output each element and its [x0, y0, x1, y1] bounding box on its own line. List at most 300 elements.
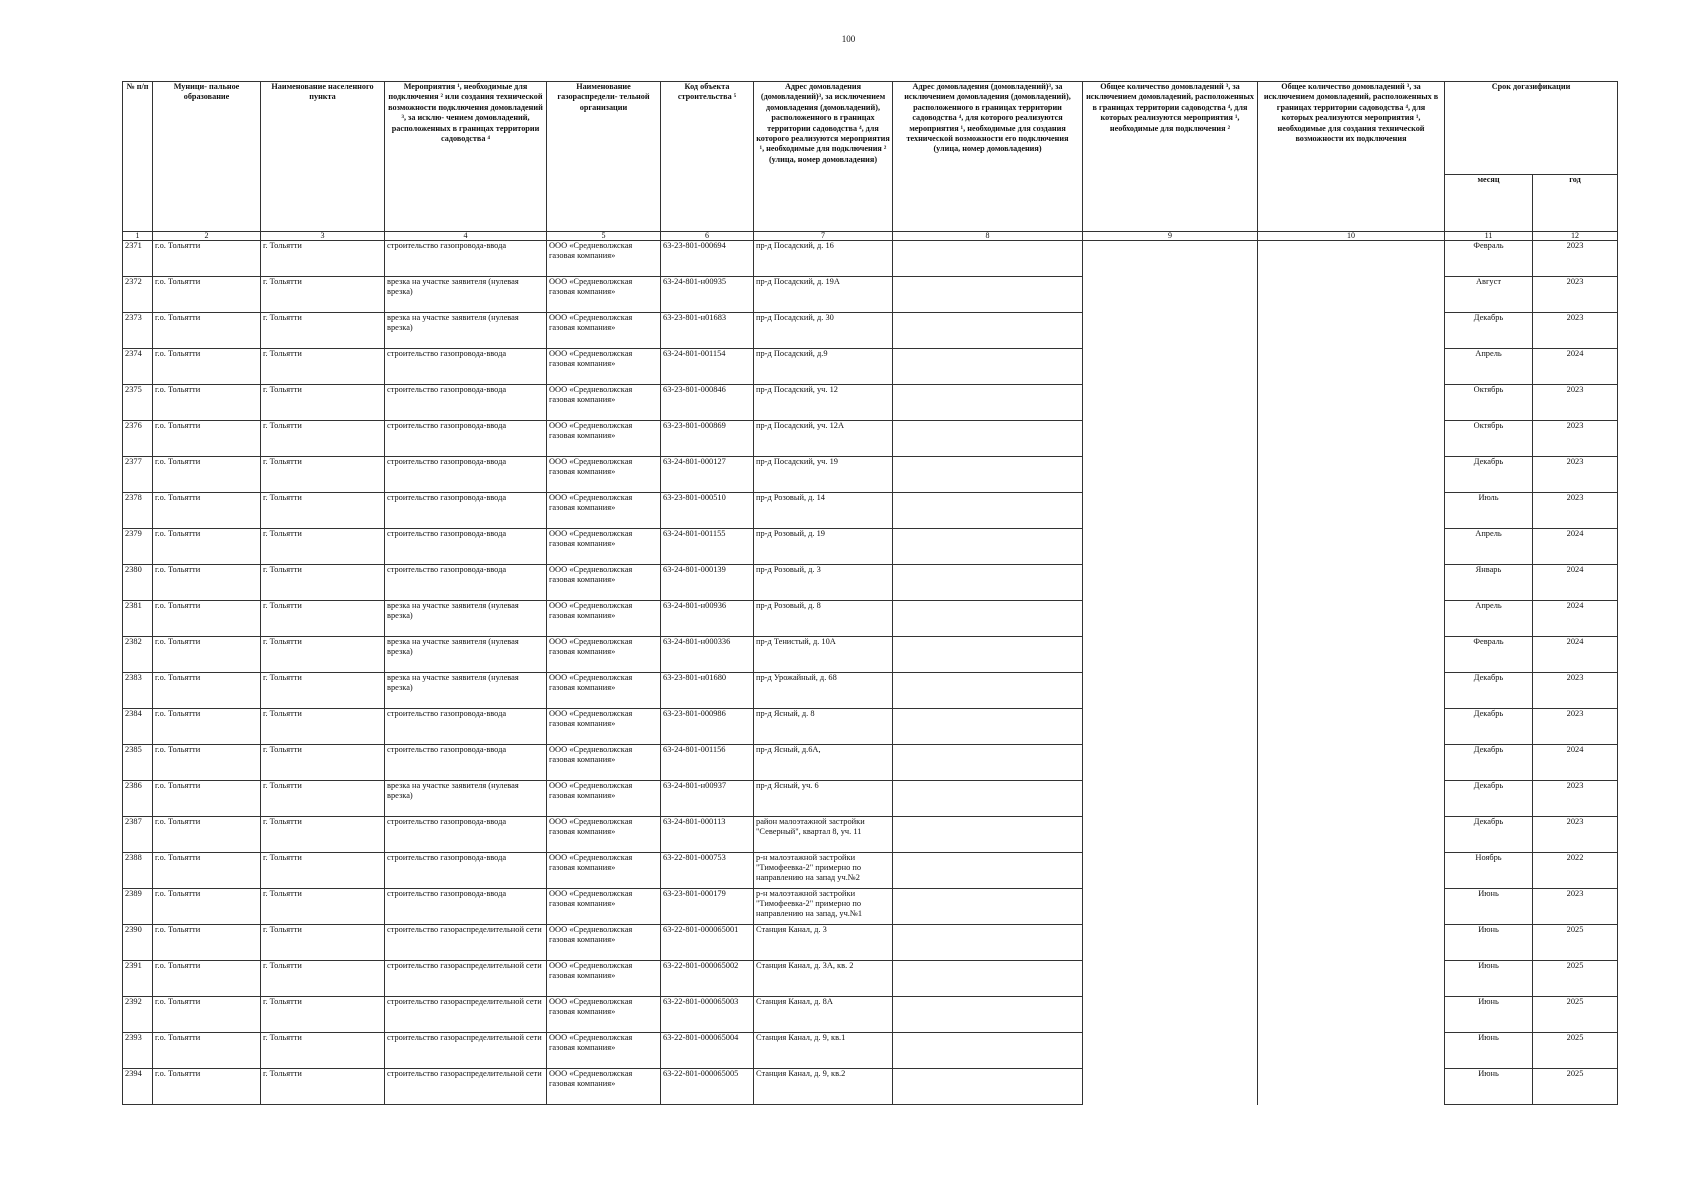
table-body	[123, 241, 1618, 1105]
municipality-cell: г.о. Тольятти	[153, 817, 261, 853]
address-connection-cell: пр-д Тенистый, д. 10А	[754, 637, 893, 673]
settlement-cell: г. Тольятти	[261, 601, 385, 637]
municipality-cell: г.о. Тольятти	[153, 745, 261, 781]
municipality-cell: г.о. Тольятти	[153, 637, 261, 673]
count-connection-cell	[1083, 961, 1258, 997]
address-technical-cell	[893, 637, 1083, 673]
header-count-connection: Общее количество домовладений ³, за исключением домовладений, расположенных в границах территории садоводства ⁴, для которых реализуются мероприятия ¹, необходимые для подключения ²	[1083, 82, 1258, 232]
object-code-cell: 63-22-801-000065001	[661, 925, 754, 961]
object-code-cell: 63-24-801-001156	[661, 745, 754, 781]
table-row	[123, 493, 1618, 529]
month-cell: Декабрь	[1445, 781, 1533, 817]
address-technical-cell	[893, 385, 1083, 421]
measure-cell: строительство газопровода-ввода	[385, 349, 547, 385]
column-number: 4	[385, 232, 547, 241]
month-cell: Август	[1445, 277, 1533, 313]
year-cell: 2025	[1533, 961, 1618, 997]
header-measures: Мероприятия ¹, необходимые для подключения ² или создания технической возможности подключения домовладений ³, за исклю- чением домовладений, расположенных в границах территории садоводства ⁴	[385, 82, 547, 232]
address-technical-cell	[893, 529, 1083, 565]
measure-cell: врезка на участке заявителя (нулевая врезка)	[385, 781, 547, 817]
address-technical-cell	[893, 277, 1083, 313]
address-technical-cell	[893, 421, 1083, 457]
object-code-cell: 63-24-801-н00935	[661, 277, 754, 313]
address-technical-cell	[893, 1033, 1083, 1069]
count-technical-cell	[1258, 961, 1445, 997]
address-connection-cell: р-н малоэтажной застройки "Тимофеевка-2" примерно по направлению на запад уч.№2	[754, 853, 893, 889]
settlement-cell: г. Тольятти	[261, 1033, 385, 1069]
page-number: 100	[841, 34, 856, 44]
measure-cell: строительство газопровода-ввода	[385, 493, 547, 529]
table-row	[123, 709, 1618, 745]
address-connection-cell: пр-д Розовый, д. 14	[754, 493, 893, 529]
column-number: 5	[547, 232, 661, 241]
year-cell: 2023	[1533, 313, 1618, 349]
count-technical-cell	[1258, 637, 1445, 673]
organization-cell: ООО «Средневолжская газовая компания»	[547, 349, 661, 385]
object-code-cell: 63-22-801-000065005	[661, 1069, 754, 1105]
month-cell: Январь	[1445, 565, 1533, 601]
column-number: 11	[1445, 232, 1533, 241]
year-cell: 2024	[1533, 565, 1618, 601]
count-technical-cell	[1258, 313, 1445, 349]
municipality-cell: г.о. Тольятти	[153, 385, 261, 421]
header-gasification-term: Срок догазификации	[1445, 82, 1618, 175]
table-row	[123, 241, 1618, 277]
address-connection-cell: район малоэтажной застройки "Северный", квартал 8, уч. 11	[754, 817, 893, 853]
municipality-cell: г.о. Тольятти	[153, 241, 261, 277]
month-cell: Апрель	[1445, 529, 1533, 565]
settlement-cell: г. Тольятти	[261, 817, 385, 853]
settlement-cell: г. Тольятти	[261, 385, 385, 421]
table-row	[123, 637, 1618, 673]
count-technical-cell	[1258, 349, 1445, 385]
header-object-code: Код объекта строительства ⁵	[661, 82, 754, 232]
year-cell: 2025	[1533, 1033, 1618, 1069]
address-technical-cell	[893, 493, 1083, 529]
address-connection-cell: пр-д Посадский, д. 16	[754, 241, 893, 277]
month-cell: Июнь	[1445, 889, 1533, 925]
table-row	[123, 1069, 1618, 1105]
count-connection-cell	[1083, 493, 1258, 529]
settlement-cell: г. Тольятти	[261, 997, 385, 1033]
organization-cell: ООО «Средневолжская газовая компания»	[547, 601, 661, 637]
row-number: 2382	[123, 637, 153, 673]
municipality-cell: г.о. Тольятти	[153, 565, 261, 601]
month-cell: Июль	[1445, 493, 1533, 529]
row-number: 2376	[123, 421, 153, 457]
object-code-cell: 63-23-801-000510	[661, 493, 754, 529]
header-number: № п/п	[123, 82, 153, 232]
settlement-cell: г. Тольятти	[261, 673, 385, 709]
object-code-cell: 63-24-801-000113	[661, 817, 754, 853]
year-cell: 2024	[1533, 637, 1618, 673]
month-cell: Июнь	[1445, 997, 1533, 1033]
row-number: 2384	[123, 709, 153, 745]
settlement-cell: г. Тольятти	[261, 565, 385, 601]
header-count-technical: Общее количество домовладений ³, за исключением домовладений, расположенных в границах территории садоводства ⁴, для которых реализуются мероприятия ¹, необходимые для создания технической возможности их подключения	[1258, 82, 1445, 232]
month-cell: Декабрь	[1445, 745, 1533, 781]
settlement-cell: г. Тольятти	[261, 313, 385, 349]
address-connection-cell: пр-д Розовый, д. 19	[754, 529, 893, 565]
object-code-cell: 63-23-801-000179	[661, 889, 754, 925]
row-number: 2379	[123, 529, 153, 565]
count-connection-cell	[1083, 313, 1258, 349]
object-code-cell: 63-22-801-000065002	[661, 961, 754, 997]
month-cell: Декабрь	[1445, 457, 1533, 493]
address-technical-cell	[893, 817, 1083, 853]
organization-cell: ООО «Средневолжская газовая компания»	[547, 457, 661, 493]
row-number: 2377	[123, 457, 153, 493]
year-cell: 2023	[1533, 781, 1618, 817]
month-cell: Ноябрь	[1445, 853, 1533, 889]
organization-cell: ООО «Средневолжская газовая компания»	[547, 997, 661, 1033]
measure-cell: строительство газопровода-ввода	[385, 529, 547, 565]
count-technical-cell	[1258, 745, 1445, 781]
municipality-cell: г.о. Тольятти	[153, 709, 261, 745]
header-year: год	[1533, 175, 1618, 232]
row-number: 2375	[123, 385, 153, 421]
measure-cell: строительство газопровода-ввода	[385, 241, 547, 277]
address-connection-cell: пр-д Посадский, уч. 12	[754, 385, 893, 421]
municipality-cell: г.о. Тольятти	[153, 493, 261, 529]
address-technical-cell	[893, 457, 1083, 493]
measure-cell: строительство газопровода-ввода	[385, 745, 547, 781]
count-technical-cell	[1258, 925, 1445, 961]
organization-cell: ООО «Средневолжская газовая компания»	[547, 925, 661, 961]
address-connection-cell: Станция Канал, д. 3	[754, 925, 893, 961]
count-connection-cell	[1083, 673, 1258, 709]
municipality-cell: г.о. Тольятти	[153, 457, 261, 493]
organization-cell: ООО «Средневолжская газовая компания»	[547, 241, 661, 277]
address-connection-cell: пр-д Урожайный, д. 68	[754, 673, 893, 709]
measure-cell: строительство газопровода-ввода	[385, 817, 547, 853]
municipality-cell: г.о. Тольятти	[153, 961, 261, 997]
month-cell: Февраль	[1445, 241, 1533, 277]
measure-cell: строительство газопровода-ввода	[385, 565, 547, 601]
address-connection-cell: Станция Канал, д. 3А, кв. 2	[754, 961, 893, 997]
count-connection-cell	[1083, 421, 1258, 457]
address-technical-cell	[893, 565, 1083, 601]
address-connection-cell: пр-д Посадский, д. 19А	[754, 277, 893, 313]
count-technical-cell	[1258, 601, 1445, 637]
count-technical-cell	[1258, 457, 1445, 493]
address-technical-cell	[893, 673, 1083, 709]
address-technical-cell	[893, 745, 1083, 781]
year-cell: 2023	[1533, 889, 1618, 925]
count-connection-cell	[1083, 853, 1258, 889]
object-code-cell: 63-24-801-н00937	[661, 781, 754, 817]
address-technical-cell	[893, 925, 1083, 961]
month-cell: Октябрь	[1445, 385, 1533, 421]
year-cell: 2023	[1533, 421, 1618, 457]
municipality-cell: г.о. Тольятти	[153, 529, 261, 565]
measure-cell: врезка на участке заявителя (нулевая врезка)	[385, 277, 547, 313]
year-cell: 2023	[1533, 673, 1618, 709]
count-technical-cell	[1258, 853, 1445, 889]
address-technical-cell	[893, 1069, 1083, 1105]
object-code-cell: 63-24-801-000139	[661, 565, 754, 601]
year-cell: 2025	[1533, 1069, 1618, 1105]
count-connection-cell	[1083, 1033, 1258, 1069]
year-cell: 2023	[1533, 457, 1618, 493]
address-connection-cell: Станция Канал, д. 8А	[754, 997, 893, 1033]
object-code-cell: 63-23-801-000694	[661, 241, 754, 277]
table-row	[123, 853, 1618, 889]
address-connection-cell: пр-д Посадский, уч. 19	[754, 457, 893, 493]
row-number: 2385	[123, 745, 153, 781]
address-connection-cell: р-н малоэтажной застройки "Тимофеевка-2" примерно по направлению на запад, уч.№1	[754, 889, 893, 925]
table-row	[123, 349, 1618, 385]
object-code-cell: 63-24-801-н00936	[661, 601, 754, 637]
month-cell: Декабрь	[1445, 817, 1533, 853]
municipality-cell: г.о. Тольятти	[153, 1069, 261, 1105]
row-number: 2391	[123, 961, 153, 997]
column-number: 3	[261, 232, 385, 241]
column-number: 7	[754, 232, 893, 241]
address-connection-cell: пр-д Розовый, д. 3	[754, 565, 893, 601]
address-technical-cell	[893, 313, 1083, 349]
table-row	[123, 313, 1618, 349]
settlement-cell: г. Тольятти	[261, 241, 385, 277]
count-connection-cell	[1083, 529, 1258, 565]
object-code-cell: 63-24-801-н000336	[661, 637, 754, 673]
table-row	[123, 529, 1618, 565]
count-connection-cell	[1083, 349, 1258, 385]
year-cell: 2025	[1533, 997, 1618, 1033]
object-code-cell: 63-22-801-000065003	[661, 997, 754, 1033]
address-technical-cell	[893, 601, 1083, 637]
month-cell: Июнь	[1445, 961, 1533, 997]
address-technical-cell	[893, 997, 1083, 1033]
count-connection-cell	[1083, 925, 1258, 961]
month-cell: Октябрь	[1445, 421, 1533, 457]
year-cell: 2024	[1533, 745, 1618, 781]
count-technical-cell	[1258, 277, 1445, 313]
measure-cell: строительство газопровода-ввода	[385, 385, 547, 421]
address-technical-cell	[893, 709, 1083, 745]
object-code-cell: 63-23-801-н01680	[661, 673, 754, 709]
settlement-cell: г. Тольятти	[261, 1069, 385, 1105]
month-cell: Июнь	[1445, 1033, 1533, 1069]
table-row	[123, 277, 1618, 313]
municipality-cell: г.о. Тольятти	[153, 277, 261, 313]
settlement-cell: г. Тольятти	[261, 493, 385, 529]
address-connection-cell: пр-д Ясный, д.6А,	[754, 745, 893, 781]
measure-cell: врезка на участке заявителя (нулевая врезка)	[385, 637, 547, 673]
settlement-cell: г. Тольятти	[261, 529, 385, 565]
row-number: 2381	[123, 601, 153, 637]
table-row	[123, 889, 1618, 925]
row-number: 2389	[123, 889, 153, 925]
municipality-cell: г.о. Тольятти	[153, 889, 261, 925]
month-cell: Апрель	[1445, 601, 1533, 637]
row-number: 2394	[123, 1069, 153, 1105]
organization-cell: ООО «Средневолжская газовая компания»	[547, 637, 661, 673]
measure-cell: строительство газопровода-ввода	[385, 421, 547, 457]
table-row	[123, 781, 1618, 817]
count-technical-cell	[1258, 781, 1445, 817]
row-number: 2393	[123, 1033, 153, 1069]
organization-cell: ООО «Средневолжская газовая компания»	[547, 493, 661, 529]
row-number: 2388	[123, 853, 153, 889]
column-number: 9	[1083, 232, 1258, 241]
measure-cell: строительство газопровода-ввода	[385, 457, 547, 493]
count-connection-cell	[1083, 241, 1258, 277]
address-connection-cell: пр-д Посадский, уч. 12А	[754, 421, 893, 457]
settlement-cell: г. Тольятти	[261, 709, 385, 745]
header-municipality: Муници- пальное образование	[153, 82, 261, 232]
settlement-cell: г. Тольятти	[261, 745, 385, 781]
row-number: 2371	[123, 241, 153, 277]
table-row	[123, 745, 1618, 781]
measure-cell: строительство газопровода-ввода	[385, 889, 547, 925]
measure-cell: строительство газораспределительной сети	[385, 925, 547, 961]
object-code-cell: 63-24-801-000127	[661, 457, 754, 493]
month-cell: Декабрь	[1445, 313, 1533, 349]
count-technical-cell	[1258, 889, 1445, 925]
year-cell: 2023	[1533, 277, 1618, 313]
organization-cell: ООО «Средневолжская газовая компания»	[547, 817, 661, 853]
object-code-cell: 63-23-801-н01683	[661, 313, 754, 349]
year-cell: 2024	[1533, 601, 1618, 637]
row-number: 2390	[123, 925, 153, 961]
count-connection-cell	[1083, 889, 1258, 925]
count-technical-cell	[1258, 493, 1445, 529]
municipality-cell: г.о. Тольятти	[153, 601, 261, 637]
table-row	[123, 457, 1618, 493]
table-row	[123, 601, 1618, 637]
count-technical-cell	[1258, 709, 1445, 745]
row-number: 2372	[123, 277, 153, 313]
row-number: 2373	[123, 313, 153, 349]
count-technical-cell	[1258, 565, 1445, 601]
settlement-cell: г. Тольятти	[261, 853, 385, 889]
table-row	[123, 925, 1618, 961]
measure-cell: строительство газораспределительной сети	[385, 1069, 547, 1105]
header-address-technical: Адрес домовладения (домовладений)³, за исключением домовладения (домовладений), расположенного в границах территории садоводства ⁴, для которого реализуются мероприятия ¹, необходимые для создания технической возможности его подключения (улица, номер домовладения)	[893, 82, 1083, 232]
measure-cell: врезка на участке заявителя (нулевая врезка)	[385, 673, 547, 709]
settlement-cell: г. Тольятти	[261, 961, 385, 997]
count-technical-cell	[1258, 1033, 1445, 1069]
address-technical-cell	[893, 853, 1083, 889]
organization-cell: ООО «Средневолжская газовая компания»	[547, 745, 661, 781]
address-connection-cell: пр-д Посадский, д.9	[754, 349, 893, 385]
row-number: 2387	[123, 817, 153, 853]
count-technical-cell	[1258, 997, 1445, 1033]
municipality-cell: г.о. Тольятти	[153, 421, 261, 457]
table-row	[123, 673, 1618, 709]
organization-cell: ООО «Средневолжская газовая компания»	[547, 1033, 661, 1069]
organization-cell: ООО «Средневолжская газовая компания»	[547, 961, 661, 997]
table-row	[123, 385, 1618, 421]
settlement-cell: г. Тольятти	[261, 421, 385, 457]
address-technical-cell	[893, 781, 1083, 817]
municipality-cell: г.о. Тольятти	[153, 925, 261, 961]
header-address-connection: Адрес домовладения (домовладений)³, за исключением домовладения (домовладений), расположенного в границах территории садоводства ⁴, для которого реализуются мероприятия ¹, необходимые для подключения ² (улица, номер домовладения)	[754, 82, 893, 232]
settlement-cell: г. Тольятти	[261, 925, 385, 961]
month-cell: Июнь	[1445, 1069, 1533, 1105]
count-technical-cell	[1258, 817, 1445, 853]
column-number: 8	[893, 232, 1083, 241]
count-technical-cell	[1258, 529, 1445, 565]
address-connection-cell: Станция Канал, д. 9, кв.2	[754, 1069, 893, 1105]
measure-cell: строительство газопровода-ввода	[385, 853, 547, 889]
column-number: 2	[153, 232, 261, 241]
municipality-cell: г.о. Тольятти	[153, 997, 261, 1033]
organization-cell: ООО «Средневолжская газовая компания»	[547, 781, 661, 817]
count-technical-cell	[1258, 673, 1445, 709]
count-technical-cell	[1258, 1069, 1445, 1105]
municipality-cell: г.о. Тольятти	[153, 1033, 261, 1069]
municipality-cell: г.о. Тольятти	[153, 853, 261, 889]
settlement-cell: г. Тольятти	[261, 637, 385, 673]
month-cell: Апрель	[1445, 349, 1533, 385]
row-number: 2392	[123, 997, 153, 1033]
table-header	[123, 82, 1618, 241]
settlement-cell: г. Тольятти	[261, 781, 385, 817]
count-connection-cell	[1083, 601, 1258, 637]
month-cell: Февраль	[1445, 637, 1533, 673]
object-code-cell: 63-23-801-000986	[661, 709, 754, 745]
count-connection-cell	[1083, 637, 1258, 673]
count-connection-cell	[1083, 457, 1258, 493]
table-row	[123, 961, 1618, 997]
address-connection-cell: пр-д Ясный, уч. 6	[754, 781, 893, 817]
organization-cell: ООО «Средневолжская газовая компания»	[547, 529, 661, 565]
year-cell: 2025	[1533, 925, 1618, 961]
column-number: 12	[1533, 232, 1618, 241]
object-code-cell: 63-23-801-000846	[661, 385, 754, 421]
organization-cell: ООО «Средневолжская газовая компания»	[547, 1069, 661, 1105]
municipality-cell: г.о. Тольятти	[153, 781, 261, 817]
measure-cell: врезка на участке заявителя (нулевая врезка)	[385, 313, 547, 349]
count-technical-cell	[1258, 421, 1445, 457]
organization-cell: ООО «Средневолжская газовая компания»	[547, 385, 661, 421]
address-connection-cell: Станция Канал, д. 9, кв.1	[754, 1033, 893, 1069]
address-technical-cell	[893, 349, 1083, 385]
year-cell: 2022	[1533, 853, 1618, 889]
organization-cell: ООО «Средневолжская газовая компания»	[547, 421, 661, 457]
header-organization: Наименование газораспредели- тельной организации	[547, 82, 661, 232]
municipality-cell: г.о. Тольятти	[153, 313, 261, 349]
year-cell: 2023	[1533, 817, 1618, 853]
column-number: 1	[123, 232, 153, 241]
organization-cell: ООО «Средневолжская газовая компания»	[547, 889, 661, 925]
count-connection-cell	[1083, 781, 1258, 817]
organization-cell: ООО «Средневолжская газовая компания»	[547, 565, 661, 601]
address-connection-cell: пр-д Ясный, д. 8	[754, 709, 893, 745]
organization-cell: ООО «Средневолжская газовая компания»	[547, 673, 661, 709]
organization-cell: ООО «Средневолжская газовая компания»	[547, 313, 661, 349]
organization-cell: ООО «Средневолжская газовая компания»	[547, 277, 661, 313]
table-row	[123, 1033, 1618, 1069]
header-month: месяц	[1445, 175, 1533, 232]
address-technical-cell	[893, 961, 1083, 997]
object-code-cell: 63-22-801-000065004	[661, 1033, 754, 1069]
count-connection-cell	[1083, 565, 1258, 601]
municipality-cell: г.о. Тольятти	[153, 673, 261, 709]
year-cell: 2023	[1533, 493, 1618, 529]
count-connection-cell	[1083, 385, 1258, 421]
row-number: 2374	[123, 349, 153, 385]
count-connection-cell	[1083, 277, 1258, 313]
header-settlement: Наименование населенного пункта	[261, 82, 385, 232]
count-technical-cell	[1258, 385, 1445, 421]
year-cell: 2024	[1533, 349, 1618, 385]
month-cell: Декабрь	[1445, 709, 1533, 745]
month-cell: Июнь	[1445, 925, 1533, 961]
count-connection-cell	[1083, 997, 1258, 1033]
